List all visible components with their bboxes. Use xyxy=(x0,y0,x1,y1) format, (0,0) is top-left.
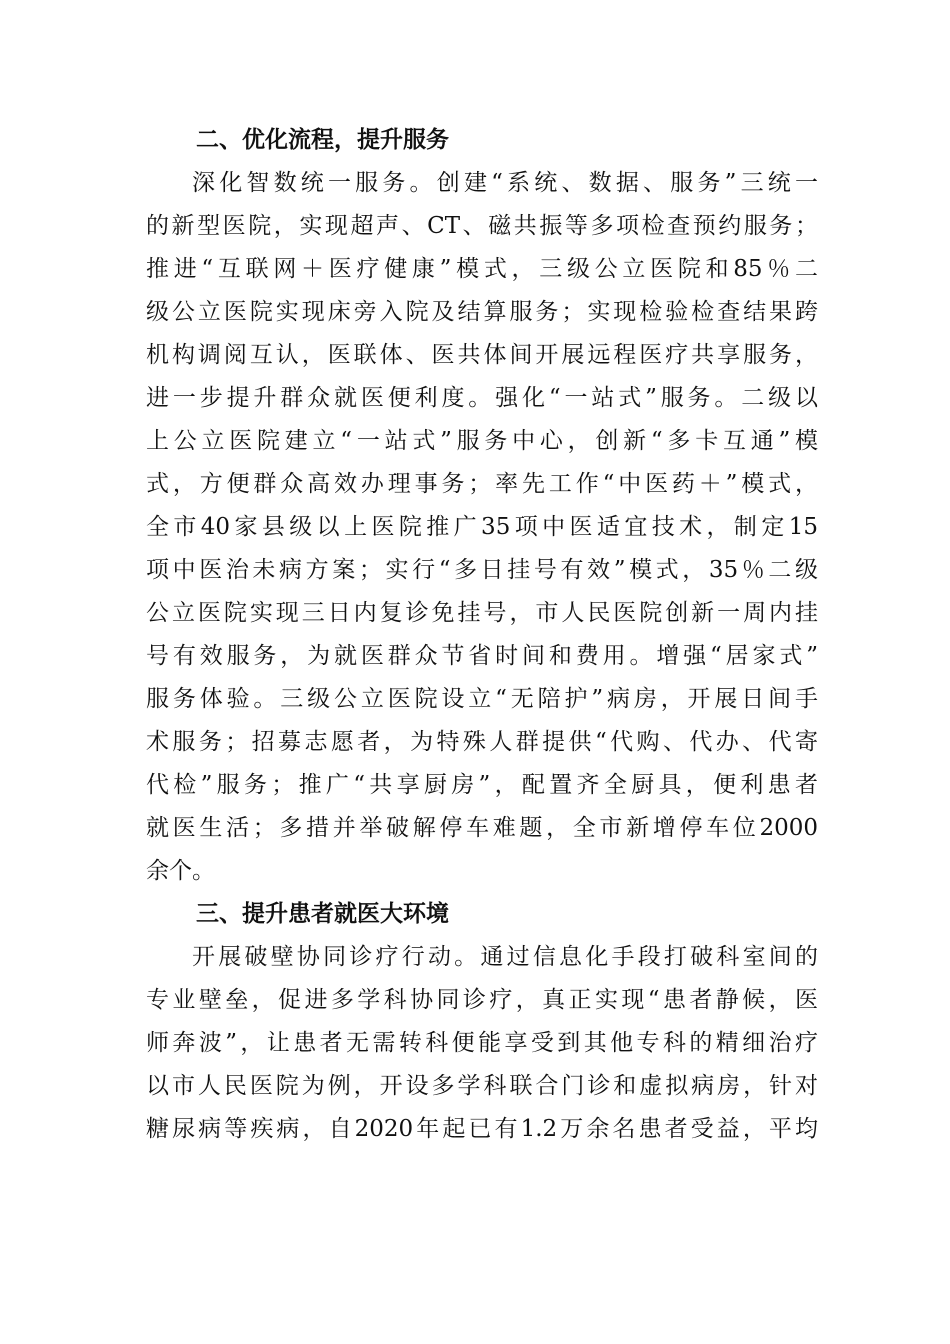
paragraph-line: 深化智数统一服务。创建“系统、数据、服务”三统一 xyxy=(192,170,818,196)
paragraph-line: 机构调阅互认，医联体、医共体间开展远程医疗共享服务， xyxy=(146,342,818,368)
document-page xyxy=(146,119,818,1151)
paragraph-line: 术服务；招募志愿者，为特殊人群提供“代购、代办、代寄 xyxy=(146,729,818,755)
paragraph-line: 上公立医院建立“一站式”服务中心，创新“多卡互通”模 xyxy=(146,428,818,454)
paragraph-line: 全市40家县级以上医院推广35项中医适宜技术，制定15 xyxy=(146,514,818,540)
paragraph-line: 项中医治未病方案；实行“多日挂号有效”模式，35％二级 xyxy=(146,557,818,583)
paragraph-line: 公立医院实现三日内复诊免挂号，市人民医院创新一周内挂 xyxy=(146,600,818,626)
paragraph-line: 号有效服务，为就医群众节省时间和费用。增强“居家式” xyxy=(146,643,818,669)
paragraph-line: 就医生活；多措并举破解停车难题，全市新增停车位2000 xyxy=(146,815,818,841)
paragraph-line: 代检”服务；推广“共享厨房”，配置齐全厨具，便利患者 xyxy=(146,772,818,798)
paragraph-line: 专业壁垒，促进多学科协同诊疗，真正实现“患者静候，医 xyxy=(146,987,818,1013)
paragraph-line: 式，方便群众高效办理事务；率先工作“中医药＋”模式， xyxy=(146,471,818,497)
section-heading: 三、提升患者就医大环境 xyxy=(196,901,449,927)
paragraph-line: 糖尿病等疾病，自2020年起已有1.2万余名患者受益，平均 xyxy=(146,1116,818,1142)
paragraph-line: 以市人民医院为例，开设多学科联合门诊和虚拟病房，针对 xyxy=(146,1073,818,1099)
paragraph-line: 推进“互联网＋医疗健康”模式，三级公立医院和85％二 xyxy=(146,256,818,282)
paragraph-line: 级公立医院实现床旁入院及结算服务；实现检验检查结果跨 xyxy=(146,299,818,325)
paragraph-line: 开展破壁协同诊疗行动。通过信息化手段打破科室间的 xyxy=(192,944,818,970)
paragraph-line: 进一步提升群众就医便利度。强化“一站式”服务。二级以 xyxy=(146,385,818,411)
paragraph-line: 服务体验。三级公立医院设立“无陪护”病房，开展日间手 xyxy=(146,686,818,712)
paragraph-line: 余个。 xyxy=(146,858,215,884)
section-heading: 二、优化流程，提升服务 xyxy=(196,127,449,153)
paragraph-line: 师奔波”，让患者无需转科便能享受到其他专科的精细治疗 xyxy=(146,1030,818,1056)
paragraph-line: 的新型医院，实现超声、CT、磁共振等多项检查预约服务； xyxy=(146,213,818,239)
